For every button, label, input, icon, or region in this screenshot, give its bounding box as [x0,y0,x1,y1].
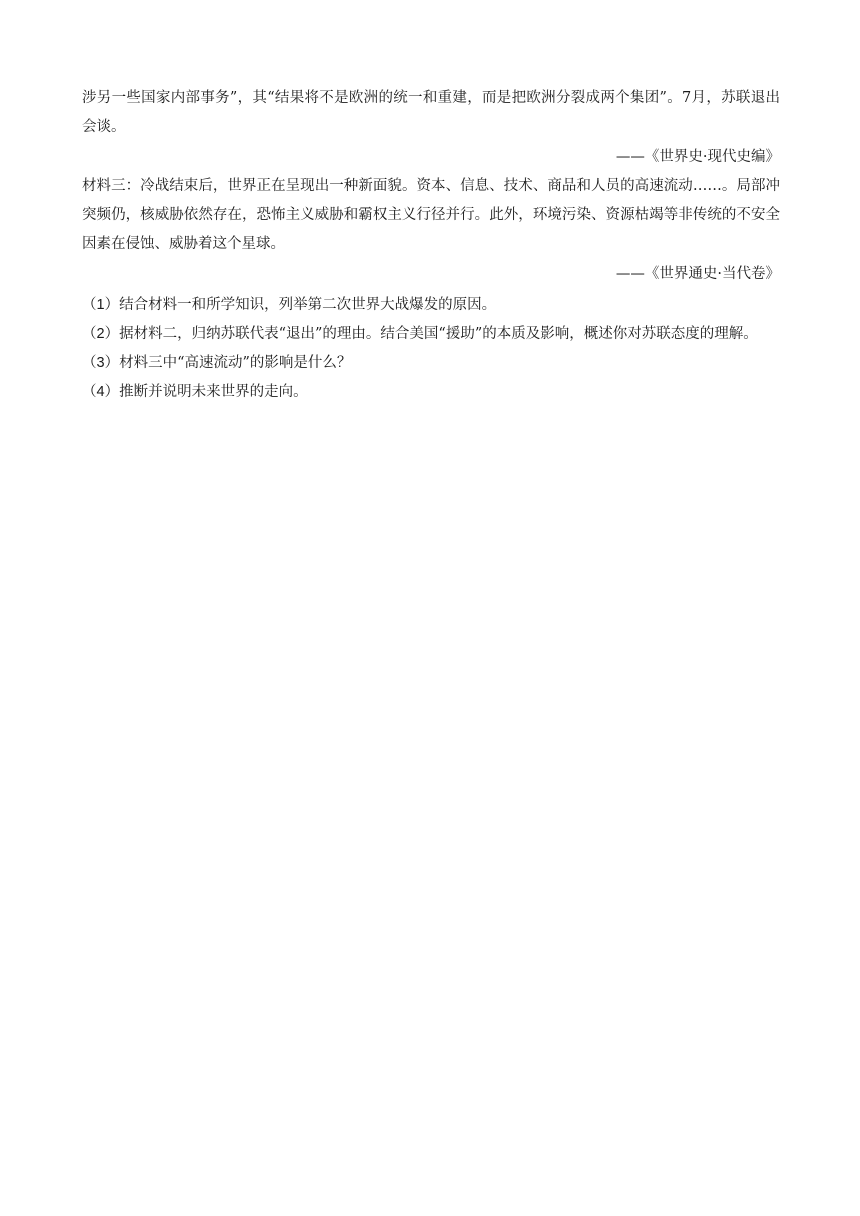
document-page [82,84,780,407]
question-3-text: 材料三中“高速流动”的影响是什么？ [119,355,352,371]
question-2 [82,320,780,349]
question-2-number: （2） [82,326,120,342]
question-3 [82,349,780,378]
material-three-source: ——《世界通史·当代卷》 [615,266,780,282]
material-three-text: 材料三：冷战结束后，世界正在呈现出一种新面貌。资本、信息、技术、商品和人员的高速流动……。局部冲突频仍，核威胁依然存在，恐怖主义威胁和霸权主义行径并行。此外，环境污染、资源枯竭等非传统的不安全因素在侵蚀、威胁着这个星球。 [82,178,780,252]
question-4 [82,378,780,407]
question-1 [82,291,780,320]
question-4-number: （4） [82,384,120,400]
material-two-source: ——《世界史·现代史编》 [615,149,780,165]
question-1-number: （1） [82,297,120,313]
question-2-text: 据材料二，归纳苏联代表“退出”的理由。结合美国“援助”的本质及影响，概述你对苏联态度的理解。 [119,326,758,342]
question-4-text: 推断并说明未来世界的走向。 [119,384,308,400]
question-1-text: 结合材料一和所学知识，列举第二次世界大战爆发的原因。 [119,297,497,313]
question-3-number: （3） [82,355,120,371]
material-two-continuation: 涉另一些国家内部事务”，其“结果将不是欧洲的统一和重建，而是把欧洲分裂成两个集团”。7月，苏联退出会谈。 [82,90,780,135]
